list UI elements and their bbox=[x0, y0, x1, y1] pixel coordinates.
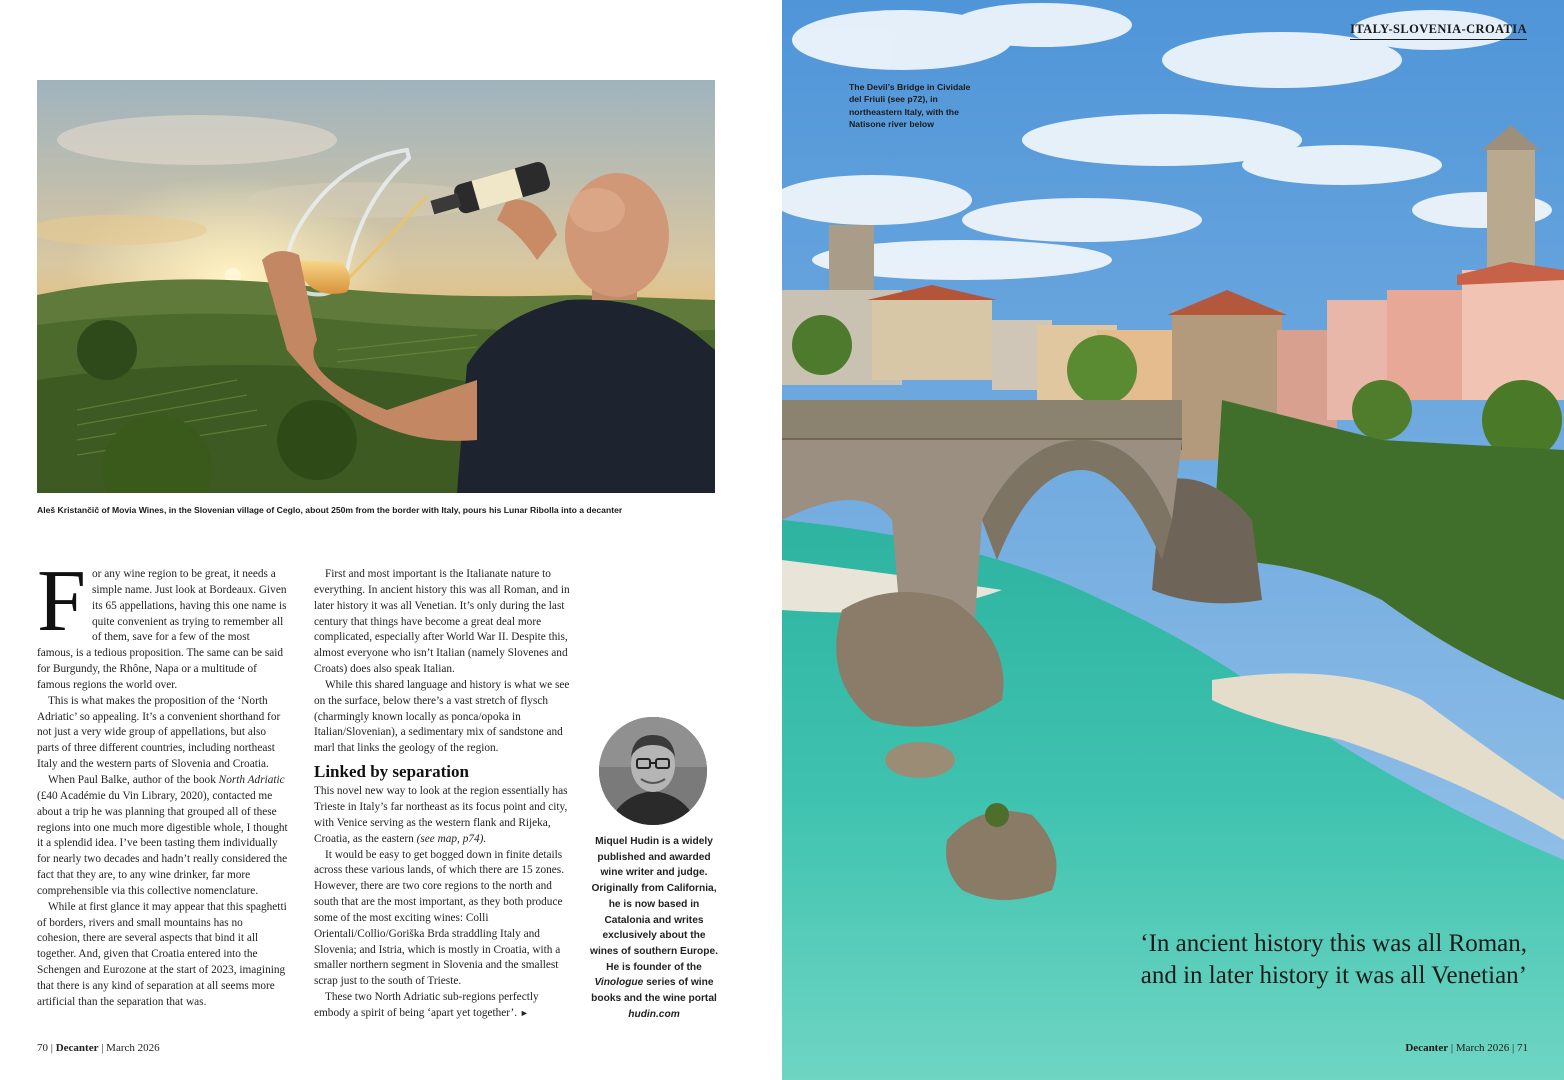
issue-date: March 2026 bbox=[1455, 1042, 1510, 1054]
paragraph: When Paul Balke, author of the book North Adriatic (£40 Académie du Vin Library, 2020), contacted me about a trip he was planning that grouped all of these regions into one much more digestible whole, I thought it a splendid idea. I’ve been tasting them individually for nearly two decades and hadn’t really considered the fact that they are, to any wine drinker, far more comprehensible via this collective nomenclature. bbox=[37, 773, 288, 897]
page-number: 70 bbox=[37, 1042, 48, 1054]
paragraph: First and most important is the Italianate nature to everything. In ancient history this was all Roman, and in later history it was all Venetian. It’s only during the last century that things have become a great deal more complicated, especially after World War II. Despite this, almost everyone who isn’t Italian (namely Slovenes and Croats) does also speak Italian. bbox=[314, 568, 570, 676]
photo-caption: The Devil’s Bridge in Cividale del Friuli (see p72), in northeastern Italy, with the Natisone river below bbox=[849, 82, 971, 129]
section-subheading: Linked by separation bbox=[314, 762, 469, 782]
issue-date: March 2026 bbox=[106, 1042, 160, 1054]
author-bio: Miquel Hudin is a widely published and awarded wine writer and judge. Originally from California, he is now based in Catalonia and writes exclusively about the wines of southern Europe. He is founder of the Vinologue series of wine books and the wine portal hudin.com bbox=[590, 836, 718, 1020]
right-page bbox=[782, 0, 1564, 1080]
magazine-name: Decanter bbox=[55, 1042, 99, 1054]
series-name: Vinologue bbox=[594, 977, 644, 989]
folio: 70 | Decanter | March 2026 bbox=[37, 1042, 160, 1054]
book-title: North Adriatic bbox=[218, 773, 285, 786]
article-column-1 bbox=[37, 553, 288, 1011]
magazine-name: Decanter bbox=[1405, 1042, 1449, 1054]
section-tag: ITALY-SLOVENIA-CROATIA bbox=[1350, 22, 1527, 40]
paragraph: It would be easy to get bogged down in finite details across these various lands, of which there are 15 zones. However, there are two core regions to the north and south that are the most important, as they both produce some of the most exciting wines: Colli Orientali/Collio/Goriška Brda straddling Italy and Slovenia; and Istria, which is mostly in Croatia, with a smaller northern segment in Slovenia and the smallest scrap just to the south of Trieste. bbox=[314, 848, 565, 988]
winemaker-photo bbox=[37, 80, 715, 493]
photo-caption: Aleš Kristančič of Movia Wines, in the Slovenian village of Ceglo, about 250m from the border with Italy, pours his Lunar Ribolla into a decanter bbox=[37, 505, 623, 515]
paragraph: These two North Adriatic sub-regions perfectly embody a spirit of being ‘apart yet together’. ► bbox=[314, 991, 539, 1019]
paragraph: While at first glance it may appear that this spaghetti of borders, rivers and small mountains has no cohesion, there are several aspects that bind it all together. And, given that Croatia entered into the Schengen and Eurozone at the start of 2023, imagining that there is any kind of separation at all seems more artificial than the separation that was. bbox=[37, 900, 287, 1008]
website-name: hudin.com bbox=[628, 1008, 680, 1020]
paragraph: For any wine region to be great, it needs a simple name. Just look at Bordeaux. Given its 65 appellations, having this one name is quite convenient as trying to remember all of them, save for a few of the most famous, is a tedious proposition. The same can be said for Burgundy, the Rhône, Napa or a multitude of famous regions the world over. bbox=[37, 553, 287, 691]
map-reference: (see map, p74). bbox=[416, 832, 487, 845]
folio: Decanter | March 2026 | 71 bbox=[1405, 1042, 1528, 1054]
pull-quote: ‘In ancient history this was all Roman, and in later history it was all Venetian’ bbox=[1140, 930, 1527, 989]
article-column-2 bbox=[314, 567, 575, 1022]
arrow-right-icon: ► bbox=[519, 1007, 529, 1018]
author-portrait bbox=[599, 717, 707, 825]
drop-cap: F bbox=[37, 553, 86, 650]
paragraph: This novel new way to look at the region essentially has Trieste in Italy’s far northeast as its focus point and city, with Venice serving as the western flank and Rijeka, Croatia, as the eastern (see map, p74). bbox=[314, 785, 568, 845]
page-number: 71 bbox=[1517, 1042, 1528, 1054]
paragraph: While this shared language and history is what we see on the surface, below there’s a vast stretch of flysch (charmingly known locally as ponca/opoka in Italian/Slovenian), a sedimentary mix of sandstone and marl that links the geology of the region. bbox=[314, 678, 570, 755]
devils-bridge-photo bbox=[782, 0, 1564, 1080]
paragraph: This is what makes the proposition of the ‘North Adriatic’ so appealing. It’s a convenient shorthand for not just a very wide group of appellations, but also parts of three different countries, including northeast Italy and the western parts of Slovenia and Croatia. bbox=[37, 694, 281, 771]
